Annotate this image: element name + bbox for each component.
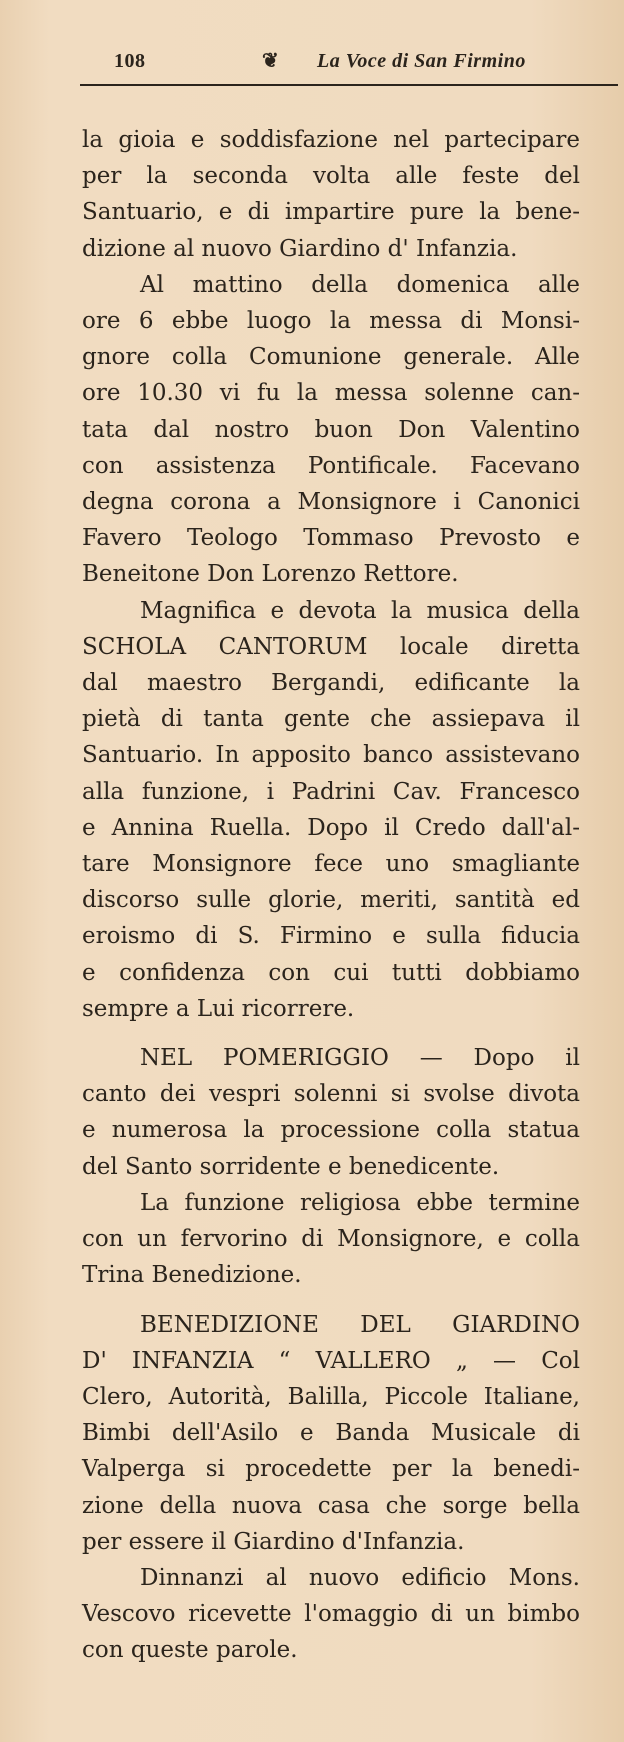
text-line: tare Monsignore fece uno smagliante: [82, 851, 580, 878]
running-header: [112, 48, 612, 82]
text-line: del Santo sorridente e benedicente.: [82, 1153, 500, 1180]
text-line: Santuario, e di impartire pure la bene-: [82, 199, 580, 226]
text-line: Al mattino della domenica alle: [140, 271, 580, 298]
text-line: tata dal nostro buon Don Valentino: [82, 416, 580, 443]
text-line: la gioia e soddisfazione nel partecipare: [82, 127, 580, 153]
text-line: con queste parole.: [82, 1637, 298, 1664]
text-line: sempre a Lui ricorrere.: [82, 995, 355, 1022]
text-line: e confidenza con cui tutti dobbiamo: [82, 959, 580, 986]
text-line: BENEDIZIONE DEL GIARDINO: [140, 1311, 580, 1338]
text-line: degna corona a Monsignore i Canonici: [82, 489, 580, 516]
text-line: Santuario. In apposito banco assistevano: [82, 742, 580, 769]
text-line: e Annina Ruella. Dopo il Credo dall'al-: [82, 814, 580, 841]
text-line: Vescovo ricevette l'omaggio di un bimbo: [82, 1601, 580, 1628]
text-line: e numerosa la processione colla statua: [82, 1117, 580, 1144]
text-line: Dinnanzi al nuovo edificio Mons.: [140, 1564, 580, 1591]
text-line: gnore colla Comunione generale. Alle: [82, 344, 580, 371]
text-line: Magnifica e devota la musica della: [140, 597, 580, 624]
ornament-icon: ❦: [262, 50, 280, 72]
text-line: canto dei vespri solenni si svolse divota: [82, 1081, 580, 1108]
text-line: pietà di tanta gente che assiepava il: [82, 706, 580, 733]
text-line: Bimbi dell'Asilo e Banda Musicale di: [82, 1420, 580, 1447]
text-line: Valperga si procedette per la benedi-: [82, 1456, 580, 1483]
text-line: Beneitone Don Lorenzo Rettore.: [82, 561, 459, 588]
text-line: ore 10.30 vi fu la messa solenne can-: [82, 380, 580, 407]
text-line: per essere il Giardino d'Infanzia.: [82, 1528, 465, 1555]
text-line: alla funzione, i Padrini Cav. Francesco: [82, 778, 580, 805]
text-line: con assistenza Pontificale. Facevano: [82, 452, 580, 479]
text-line: Trina Benedizione.: [82, 1262, 302, 1289]
text-line: eroismo di S. Firmino e sulla fiducia: [82, 923, 580, 950]
header-divider: [80, 84, 618, 86]
article-body: [82, 122, 580, 1669]
text-line: SCHOLA CANTORUM locale diretta: [82, 633, 580, 660]
text-line: per la seconda volta alle feste del: [82, 163, 580, 190]
text-line: dal maestro Bergandi, edificante la: [82, 670, 580, 697]
text-line: ore 6 ebbe luogo la messa di Monsi-: [82, 308, 580, 335]
text-line: con un fervorino di Monsignore, e colla: [82, 1226, 580, 1253]
text-line: dizione al nuovo Giardino d' Infanzia.: [82, 235, 518, 262]
text-line: discorso sulle glorie, meriti, santità ed: [82, 887, 580, 914]
text-line: zione della nuova casa che sorge bella: [82, 1492, 580, 1519]
text-line: Clero, Autorità, Balilla, Piccole Italiane,: [82, 1383, 580, 1410]
text-line: NEL POMERIGGIO — Dopo il: [140, 1045, 580, 1072]
publication-title: La Voce di San Firmino: [317, 50, 526, 72]
text-line: La funzione religiosa ebbe termine: [140, 1189, 580, 1216]
text-line: D' INFANZIA “ VALLERO „ — Col: [82, 1347, 580, 1374]
page-number: 108: [114, 50, 146, 72]
text-line: Favero Teologo Tommaso Prevosto e: [82, 525, 580, 552]
